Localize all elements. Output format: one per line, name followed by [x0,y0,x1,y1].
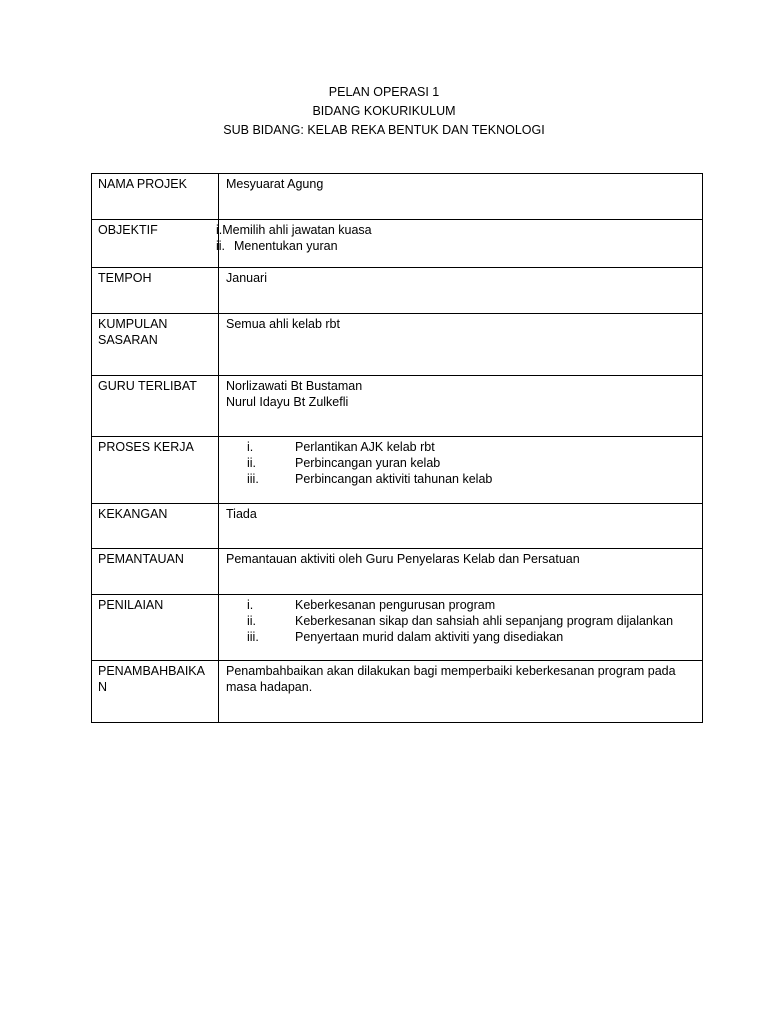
list-item [226,629,696,645]
list-item [216,238,696,254]
list-number: ii. [247,614,257,628]
list-item [226,455,696,471]
list-item [226,613,696,629]
list-text: Perlantikan AJK kelab rbt [295,440,435,454]
list-text: Memilih ahli jawatan kuasa [222,223,372,237]
heading-field: BIDANG KOKURIKULUM [312,104,456,118]
heading-subfield: SUB BIDANG: KELAB REKA BENTUK DAN TEKNOLOGI [223,123,545,137]
list-item [226,597,696,613]
table-row-kumpulan-sasaran [92,314,703,376]
list-text: Menentukan yuran [234,239,338,253]
row-label: KEKANGAN [92,504,219,549]
row-label: PENILAIAN [92,595,219,661]
value-line: masa hadapan. [226,680,313,694]
table-row-nama-projek [92,174,703,220]
list-number: ii. [247,456,257,470]
row-label: GURU TERLIBAT [92,376,219,437]
table-row-tempoh [92,268,703,314]
label-line: KUMPULAN [98,317,168,331]
value-line: Penambahbaikan akan dilakukan bagi memperbaiki keberkesanan program pada [226,664,676,678]
list-text: Penyertaan murid dalam aktiviti yang disediakan [295,630,564,644]
label-line: PENAMBAHBAIKA [98,664,205,678]
list-item [226,439,696,455]
row-label: PROSES KERJA [92,437,219,504]
evaluation-list [226,597,696,645]
list-number: iii. [247,630,259,644]
table-row-proses-kerja [92,437,703,504]
row-value: Mesyuarat Agung [219,174,703,220]
row-value: Pemantauan aktiviti oleh Guru Penyelaras Kelab dan Persatuan [219,549,703,595]
table-row-guru-terlibat [92,376,703,437]
list-number: ii. [216,239,226,253]
list-number: i. [247,440,254,454]
row-value [219,376,703,437]
teacher-name: Norlizawati Bt Bustaman [226,379,363,393]
list-text: Keberkesanan pengurusan program [295,598,496,612]
list-text: Perbincangan yuran kelab [295,456,441,470]
row-value [219,437,703,504]
row-value: Januari [219,268,703,314]
row-value: Semua ahli kelab rbt [219,314,703,376]
list-number: i. [216,223,223,237]
row-label: NAMA PROJEK [92,174,219,220]
row-label: OBJEKTIF [92,220,219,268]
row-label: TEMPOH [92,268,219,314]
table-row-pemantauan [92,549,703,595]
label-line: N [98,680,108,694]
row-value [216,220,703,268]
list-text: Keberkesanan sikap dan sahsiah ahli sepanjang program dijalankan [295,614,674,628]
table-row-penilaian [92,595,703,661]
list-number: iii. [247,472,259,486]
row-value [219,661,703,723]
list-item [216,222,696,238]
document-heading [0,83,768,140]
list-item [226,471,696,487]
row-value [219,595,703,661]
row-value: Tiada [219,504,703,549]
row-label [92,314,219,376]
label-line: SASARAN [98,333,158,347]
list-number: i. [247,598,254,612]
teacher-name: Nurul Idayu Bt Zulkefli [226,395,349,409]
row-label: PEMANTAUAN [92,549,219,595]
process-list [226,439,696,487]
heading-title: PELAN OPERASI 1 [328,85,440,99]
table-row-kekangan [92,504,703,549]
table-row-penambahbaikan [92,661,703,723]
operation-plan-table [91,173,703,723]
table-row-objektif [92,220,703,268]
row-label [92,661,219,723]
list-text: Perbincangan aktiviti tahunan kelab [295,472,493,486]
